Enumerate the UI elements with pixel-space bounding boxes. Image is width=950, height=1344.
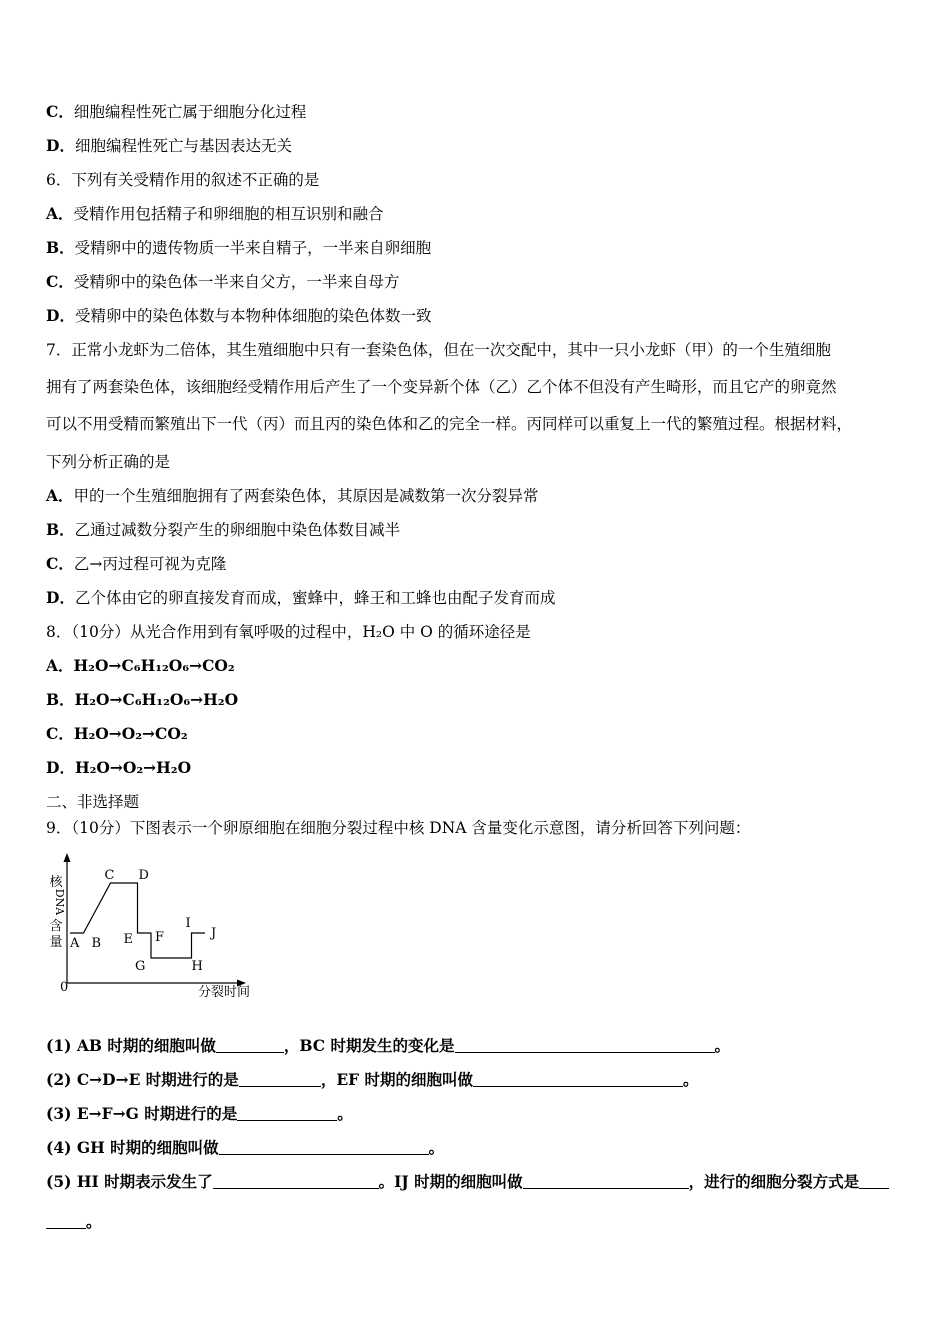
option-8a xyxy=(46,656,235,676)
answer-blank[interactable] xyxy=(523,1174,689,1189)
option-label: D． xyxy=(46,588,75,607)
option-text: H₂O→O₂→H₂O xyxy=(74,758,192,777)
option-label: D． xyxy=(46,306,75,325)
answer-blank[interactable] xyxy=(213,1174,379,1189)
option-8b xyxy=(46,690,238,710)
question-7-stem-line1: 7．正常小龙虾为二倍体，其生殖细胞中只有一套染色体，但在一次交配中，其中一只小龙虾（甲）的一个生殖细胞 xyxy=(46,341,831,359)
q9-sub5-cont xyxy=(46,1212,102,1232)
option-label: B． xyxy=(46,690,75,709)
q9-sub2 xyxy=(46,1070,699,1090)
option-text: 受精卵中的遗传物质一半来自精子，一半来自卵细胞 xyxy=(74,239,432,257)
option-6d xyxy=(46,306,431,326)
question-7-stem-line2: 拥有了两套染色体，该细胞经受精作用后产生了一个变异新个体（乙）乙个体不但没有产生畸形，而且它产的卵竟然 xyxy=(46,378,837,396)
q9-sub1-text-b: ，BC 时期发生的变化是 xyxy=(283,1036,455,1055)
y-axis-label-char: 含 xyxy=(49,919,63,934)
point-labels xyxy=(69,868,216,974)
option-label: C． xyxy=(46,554,74,573)
option-7b xyxy=(46,520,400,540)
answer-blank[interactable] xyxy=(455,1038,715,1053)
section-title: 二、非选择题 xyxy=(46,793,140,811)
answer-blank[interactable] xyxy=(473,1072,683,1087)
option-text: H₂O→O₂→CO₂ xyxy=(73,724,188,743)
option-7a xyxy=(46,486,539,506)
q9-sub1 xyxy=(46,1036,730,1056)
point-label-a: A xyxy=(70,936,80,951)
option-label: C． xyxy=(46,724,74,743)
option-label: A． xyxy=(46,486,74,505)
option-text: H₂O→C₆H₁₂O₆→H₂O xyxy=(74,690,239,709)
q9-sub2-text-b: ，EF 时期的细胞叫做 xyxy=(320,1070,474,1089)
q9-sub4 xyxy=(46,1138,444,1158)
point-label-b: B xyxy=(91,936,102,951)
question-9-stem: 9．（10分）下图表示一个卵原细胞在细胞分裂过程中核 DNA 含量变化示意图，请分析回答下列问题： xyxy=(46,819,751,837)
y-axis-label-char: 核 xyxy=(49,875,63,890)
q9-sub5-text-a: (5) HI 时期表示发生了 xyxy=(46,1172,213,1191)
answer-blank[interactable] xyxy=(237,1106,337,1121)
q9-sub2-text-c: 。 xyxy=(683,1070,699,1089)
y-axis-label-char: 量 xyxy=(49,935,63,950)
option-text: 细胞编程性死亡与基因表达无关 xyxy=(74,137,292,155)
question-8-stem: 8．（10分）从光合作用到有氧呼吸的过程中，H₂O 中 O 的循环途径是 xyxy=(46,623,531,641)
x-axis-label: 分裂时间 xyxy=(198,985,251,1000)
answer-blank[interactable] xyxy=(219,1140,429,1155)
q9-sub2-text-a: (2) C→D→E 时期进行的是 xyxy=(46,1070,239,1089)
option-7d xyxy=(46,588,555,608)
answer-blank[interactable] xyxy=(216,1038,284,1053)
option-text: H₂O→C₆H₁₂O₆→CO₂ xyxy=(73,656,235,675)
point-label-f: F xyxy=(155,930,165,945)
question-7-stem-line3: 可以不用受精而繁殖出下一代（丙）而且丙的染色体和乙的完全一样。丙同样可以重复上一代的繁殖过程。根据材料， xyxy=(46,415,853,433)
option-text: 细胞编程性死亡属于细胞分化过程 xyxy=(73,103,307,121)
option-text: 受精卵中的染色体数与本物种体细胞的染色体数一致 xyxy=(74,307,432,325)
q9-sub5-text-d: 。 xyxy=(86,1212,102,1231)
option-5c xyxy=(46,102,306,122)
option-label: B． xyxy=(46,238,75,257)
option-7c xyxy=(46,554,226,574)
option-label: C． xyxy=(46,272,74,291)
option-text: 受精卵中的染色体一半来自父方，一半来自母方 xyxy=(73,273,400,291)
point-label-e: E xyxy=(123,932,133,947)
option-label: B． xyxy=(46,520,75,539)
option-6c xyxy=(46,272,399,292)
q9-sub4-text-c: 。 xyxy=(428,1138,445,1157)
point-label-h: H xyxy=(191,959,203,974)
option-label: A． xyxy=(46,204,74,223)
option-label: A． xyxy=(46,656,74,675)
option-8c xyxy=(46,724,188,744)
q9-sub4-text-a: (4) GH 时期的细胞叫做 xyxy=(46,1138,219,1157)
question-7-stem-line4: 下列分析正确的是 xyxy=(46,453,171,471)
point-label-g: G xyxy=(135,959,146,974)
option-6a xyxy=(46,204,384,224)
option-6b xyxy=(46,238,431,258)
q9-sub5-text-c: ，进行的细胞分裂方式是 xyxy=(688,1172,860,1191)
q9-sub3 xyxy=(46,1104,353,1124)
q9-sub3-text-a: (3) E→F→G 时期进行的是 xyxy=(46,1104,238,1123)
answer-blank[interactable] xyxy=(859,1174,889,1189)
point-label-i: I xyxy=(185,916,191,931)
y-axis-arrow xyxy=(64,853,71,862)
option-text: 乙个体由它的卵直接发育而成，蜜蜂中，蜂王和工蜂也由配子发育而成 xyxy=(74,589,556,607)
point-label-j: J xyxy=(211,926,217,941)
point-label-d: D xyxy=(138,868,149,883)
option-8d xyxy=(46,758,191,778)
option-5d xyxy=(46,136,292,156)
origin-label: 0 xyxy=(60,980,69,995)
y-axis-label-dna: DNA xyxy=(53,888,66,916)
answer-blank[interactable] xyxy=(239,1072,321,1087)
option-text: 甲的一个生殖细胞拥有了两套染色体，其原因是减数第一次分裂异常 xyxy=(73,487,539,505)
q9-sub5 xyxy=(46,1172,889,1192)
question-6-stem: 6．下列有关受精作用的叙述不正确的是 xyxy=(46,171,320,189)
option-text: 乙通过减数分裂产生的卵细胞中染色体数目减半 xyxy=(74,521,401,539)
option-label: C． xyxy=(46,102,74,121)
answer-blank[interactable] xyxy=(46,1214,86,1229)
q9-sub5-text-b: 。IJ 时期的细胞叫做 xyxy=(378,1172,523,1191)
option-label: D． xyxy=(46,136,75,155)
point-label-c: C xyxy=(104,868,115,883)
option-text: 受精作用包括精子和卵细胞的相互识别和融合 xyxy=(73,205,384,223)
dna-content-chart xyxy=(40,850,280,1010)
option-label: D． xyxy=(46,758,75,777)
q9-sub1-text-a: (1) AB 时期的细胞叫做 xyxy=(46,1036,216,1055)
q9-sub3-text-c: 。 xyxy=(337,1104,353,1123)
option-text: 乙→丙过程可视为克隆 xyxy=(73,555,227,573)
q9-sub1-text-c: 。 xyxy=(714,1036,731,1055)
